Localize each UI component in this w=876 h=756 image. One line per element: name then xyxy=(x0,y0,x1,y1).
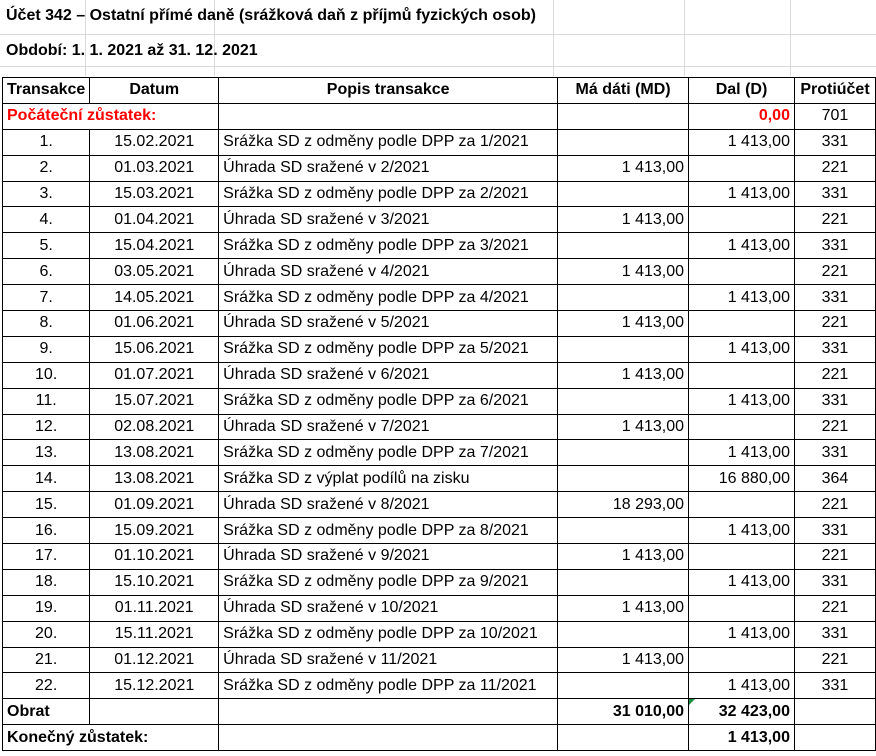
date-cell[interactable]: 15.04.2021 xyxy=(90,233,219,259)
contra-account-cell[interactable]: 221 xyxy=(794,311,875,337)
turnover-d[interactable]: 32 423,00 xyxy=(689,699,795,725)
contra-account-cell[interactable]: 221 xyxy=(794,259,875,285)
date-cell[interactable]: 13.08.2021 xyxy=(90,440,219,466)
gridline xyxy=(790,0,791,76)
description-cell[interactable]: Srážka SD z odměny podle DPP za 3/2021 xyxy=(219,233,558,259)
description-cell[interactable]: Srážka SD z odměny podle DPP za 8/2021 xyxy=(219,518,558,544)
credit-d-cell[interactable]: 1 413,00 xyxy=(689,336,795,362)
gridline xyxy=(684,0,685,76)
table-row xyxy=(3,233,876,259)
debit-md-cell[interactable] xyxy=(558,388,689,414)
turnover-row xyxy=(3,699,876,725)
transaction-number-cell[interactable]: 19. xyxy=(3,595,90,621)
date-cell[interactable]: 13.08.2021 xyxy=(90,466,219,492)
credit-d-cell[interactable] xyxy=(689,362,795,388)
date-cell[interactable]: 03.05.2021 xyxy=(90,259,219,285)
transaction-number-cell[interactable]: 22. xyxy=(3,673,90,699)
transaction-number-cell[interactable]: 14. xyxy=(3,466,90,492)
table-row xyxy=(3,569,876,595)
col-header-transakce[interactable]: Transakce xyxy=(3,78,90,104)
table-row xyxy=(3,647,876,673)
debit-md-cell[interactable]: 1 413,00 xyxy=(558,259,689,285)
empty-cell[interactable] xyxy=(219,103,558,129)
table-row xyxy=(3,595,876,621)
date-cell[interactable]: 15.11.2021 xyxy=(90,621,219,647)
debit-md-cell[interactable] xyxy=(558,181,689,207)
description-cell[interactable]: Srážka SD z odměny podle DPP za 2/2021 xyxy=(219,181,558,207)
opening-balance-row xyxy=(3,103,876,129)
credit-d-cell[interactable] xyxy=(689,595,795,621)
credit-d-cell[interactable]: 16 880,00 xyxy=(689,466,795,492)
header-row xyxy=(3,78,876,104)
contra-account-cell[interactable]: 221 xyxy=(794,414,875,440)
debit-md-cell[interactable] xyxy=(558,673,689,699)
credit-d-cell[interactable]: 1 413,00 xyxy=(689,129,795,155)
table-row xyxy=(3,129,876,155)
date-cell[interactable]: 01.12.2021 xyxy=(90,647,219,673)
date-cell[interactable]: 15.03.2021 xyxy=(90,181,219,207)
contra-account-cell[interactable]: 331 xyxy=(794,181,875,207)
description-cell[interactable]: Úhrada SD sražené v 5/2021 xyxy=(219,311,558,337)
date-cell[interactable]: 01.11.2021 xyxy=(90,595,219,621)
col-header-protiucet[interactable]: Protiúčet xyxy=(794,78,875,104)
contra-account-cell[interactable]: 331 xyxy=(794,621,875,647)
description-cell[interactable]: Srážka SD z odměny podle DPP za 10/2021 xyxy=(219,621,558,647)
debit-md-cell[interactable] xyxy=(558,285,689,311)
contra-account-cell[interactable]: 331 xyxy=(794,336,875,362)
transaction-number-cell[interactable]: 18. xyxy=(3,569,90,595)
contra-account-cell[interactable]: 331 xyxy=(794,569,875,595)
debit-md-cell[interactable] xyxy=(558,466,689,492)
credit-d-cell[interactable]: 1 413,00 xyxy=(689,569,795,595)
table-row xyxy=(3,285,876,311)
col-header-datum[interactable]: Datum xyxy=(90,78,219,104)
table-row xyxy=(3,207,876,233)
contra-account-cell[interactable]: 364 xyxy=(794,466,875,492)
contra-account-cell[interactable]: 331 xyxy=(794,388,875,414)
debit-md-cell[interactable]: 1 413,00 xyxy=(558,595,689,621)
table-row xyxy=(3,492,876,518)
credit-d-cell[interactable]: 1 413,00 xyxy=(689,673,795,699)
transaction-number-cell[interactable]: 8. xyxy=(3,311,90,337)
description-cell[interactable]: Úhrada SD sražené v 8/2021 xyxy=(219,492,558,518)
debit-md-cell[interactable]: 18 293,00 xyxy=(558,492,689,518)
transaction-number-cell[interactable]: 6. xyxy=(3,259,90,285)
transaction-number-cell[interactable]: 17. xyxy=(3,544,90,570)
contra-account-cell[interactable]: 221 xyxy=(794,207,875,233)
description-cell[interactable]: Srážka SD z odměny podle DPP za 9/2021 xyxy=(219,569,558,595)
table-row xyxy=(3,336,876,362)
debit-md-cell[interactable]: 1 413,00 xyxy=(558,647,689,673)
credit-d-cell[interactable] xyxy=(689,207,795,233)
description-cell[interactable]: Úhrada SD sražené v 11/2021 xyxy=(219,647,558,673)
table-row xyxy=(3,259,876,285)
debit-md-cell[interactable]: 1 413,00 xyxy=(558,544,689,570)
date-cell[interactable]: 01.04.2021 xyxy=(90,207,219,233)
description-cell[interactable]: Úhrada SD sražené v 9/2021 xyxy=(219,544,558,570)
credit-d-cell[interactable] xyxy=(689,647,795,673)
description-cell[interactable]: Úhrada SD sražené v 6/2021 xyxy=(219,362,558,388)
description-cell[interactable]: Srážka SD z odměny podle DPP za 7/2021 xyxy=(219,440,558,466)
date-cell[interactable]: 01.10.2021 xyxy=(90,544,219,570)
gridline xyxy=(0,66,876,67)
date-cell[interactable]: 15.02.2021 xyxy=(90,129,219,155)
credit-d-cell[interactable]: 1 413,00 xyxy=(689,518,795,544)
transaction-number-cell[interactable]: 4. xyxy=(3,207,90,233)
table-row xyxy=(3,155,876,181)
description-cell[interactable]: Srážka SD z odměny podle DPP za 5/2021 xyxy=(219,336,558,362)
sheet-title[interactable]: Účet 342 – Ostatní přímé daně (srážková daň z příjmů fyzických osob) xyxy=(6,7,536,24)
turnover-md[interactable]: 31 010,00 xyxy=(558,699,689,725)
closing-balance-d[interactable]: 1 413,00 xyxy=(689,725,795,751)
contra-account-cell[interactable]: 221 xyxy=(794,544,875,570)
debit-md-cell[interactable] xyxy=(558,621,689,647)
credit-d-cell[interactable] xyxy=(689,544,795,570)
col-header-popis[interactable]: Popis transakce xyxy=(219,78,558,104)
description-cell[interactable]: Úhrada SD sražené v 10/2021 xyxy=(219,595,558,621)
credit-d-cell[interactable]: 1 413,00 xyxy=(689,181,795,207)
gridline xyxy=(553,0,554,76)
transaction-number-cell[interactable]: 13. xyxy=(3,440,90,466)
description-cell[interactable]: Srážka SD z odměny podle DPP za 1/2021 xyxy=(219,129,558,155)
contra-account-cell[interactable]: 331 xyxy=(794,673,875,699)
contra-account-cell[interactable]: 221 xyxy=(794,595,875,621)
date-cell[interactable]: 15.07.2021 xyxy=(90,388,219,414)
transaction-number-cell[interactable]: 5. xyxy=(3,233,90,259)
debit-md-cell[interactable]: 1 413,00 xyxy=(558,311,689,337)
table-row xyxy=(3,440,876,466)
date-cell[interactable]: 01.07.2021 xyxy=(90,362,219,388)
transaction-number-cell[interactable]: 3. xyxy=(3,181,90,207)
empty-cell[interactable] xyxy=(794,725,875,751)
credit-d-cell[interactable]: 1 413,00 xyxy=(689,440,795,466)
date-cell[interactable]: 01.03.2021 xyxy=(90,155,219,181)
credit-d-cell[interactable] xyxy=(689,259,795,285)
empty-cell[interactable] xyxy=(219,699,558,725)
contra-account-cell[interactable]: 331 xyxy=(794,233,875,259)
contra-account-cell[interactable]: 331 xyxy=(794,518,875,544)
credit-d-cell[interactable] xyxy=(689,414,795,440)
credit-d-cell[interactable]: 1 413,00 xyxy=(689,621,795,647)
transaction-number-cell[interactable]: 21. xyxy=(3,647,90,673)
table-row xyxy=(3,362,876,388)
debit-md-cell[interactable] xyxy=(558,518,689,544)
ledger-table xyxy=(2,77,876,751)
debit-md-cell[interactable]: 1 413,00 xyxy=(558,155,689,181)
description-cell[interactable]: Srážka SD z výplat podílů na zisku xyxy=(219,466,558,492)
transaction-number-cell[interactable]: 2. xyxy=(3,155,90,181)
transaction-number-cell[interactable]: 20. xyxy=(3,621,90,647)
table-row xyxy=(3,518,876,544)
transaction-number-cell[interactable]: 10. xyxy=(3,362,90,388)
date-cell[interactable]: 15.12.2021 xyxy=(90,673,219,699)
empty-cell[interactable] xyxy=(558,725,689,751)
table-row xyxy=(3,311,876,337)
description-cell[interactable]: Srážka SD z odměny podle DPP za 4/2021 xyxy=(219,285,558,311)
transaction-number-cell[interactable]: 15. xyxy=(3,492,90,518)
debit-md-cell[interactable] xyxy=(558,440,689,466)
date-cell[interactable]: 15.06.2021 xyxy=(90,336,219,362)
description-cell[interactable]: Srážka SD z odměny podle DPP za 6/2021 xyxy=(219,388,558,414)
description-cell[interactable]: Srážka SD z odměny podle DPP za 11/2021 xyxy=(219,673,558,699)
credit-d-cell[interactable]: 1 413,00 xyxy=(689,233,795,259)
period-label[interactable]: Období: 1. 1. 2021 až 31. 12. 2021 xyxy=(6,42,258,59)
date-cell[interactable]: 01.09.2021 xyxy=(90,492,219,518)
closing-balance-row xyxy=(3,725,876,751)
contra-account-cell[interactable]: 221 xyxy=(794,647,875,673)
opening-balance-d[interactable]: 0,00 xyxy=(689,103,795,129)
credit-d-cell[interactable] xyxy=(689,492,795,518)
col-header-d[interactable]: Dal (D) xyxy=(689,78,795,104)
opening-balance-protiucet[interactable]: 701 xyxy=(794,103,875,129)
table-row xyxy=(3,621,876,647)
date-cell[interactable]: 14.05.2021 xyxy=(90,285,219,311)
transaction-number-cell[interactable]: 11. xyxy=(3,388,90,414)
date-cell[interactable]: 15.09.2021 xyxy=(90,518,219,544)
table-row xyxy=(3,388,876,414)
description-cell[interactable]: Úhrada SD sražené v 3/2021 xyxy=(219,207,558,233)
table-row xyxy=(3,544,876,570)
empty-cell[interactable] xyxy=(219,725,558,751)
credit-d-cell[interactable] xyxy=(689,155,795,181)
contra-account-cell[interactable]: 221 xyxy=(794,155,875,181)
debit-md-cell[interactable] xyxy=(558,129,689,155)
date-cell[interactable]: 01.06.2021 xyxy=(90,311,219,337)
date-cell[interactable]: 15.10.2021 xyxy=(90,569,219,595)
debit-md-cell[interactable]: 1 413,00 xyxy=(558,207,689,233)
description-cell[interactable]: Úhrada SD sražené v 7/2021 xyxy=(219,414,558,440)
credit-d-cell[interactable] xyxy=(689,311,795,337)
table-row xyxy=(3,466,876,492)
contra-account-cell[interactable]: 331 xyxy=(794,440,875,466)
empty-cell[interactable] xyxy=(558,103,689,129)
contra-account-cell[interactable]: 221 xyxy=(794,492,875,518)
contra-account-cell[interactable]: 331 xyxy=(794,285,875,311)
empty-cell[interactable] xyxy=(794,699,875,725)
contra-account-cell[interactable]: 221 xyxy=(794,362,875,388)
col-header-md[interactable]: Má dáti (MD) xyxy=(558,78,689,104)
table-row xyxy=(3,414,876,440)
credit-d-cell[interactable]: 1 413,00 xyxy=(689,388,795,414)
debit-md-cell[interactable]: 1 413,00 xyxy=(558,414,689,440)
debit-md-cell[interactable]: 1 413,00 xyxy=(558,362,689,388)
turnover-label[interactable]: Obrat xyxy=(3,699,90,725)
description-cell[interactable]: Úhrada SD sražené v 2/2021 xyxy=(219,155,558,181)
debit-md-cell[interactable] xyxy=(558,336,689,362)
description-cell[interactable]: Úhrada SD sražené v 4/2021 xyxy=(219,259,558,285)
contra-account-cell[interactable]: 331 xyxy=(794,129,875,155)
closing-balance-label[interactable]: Konečný zůstatek: xyxy=(3,725,219,751)
opening-balance-label[interactable]: Počáteční zůstatek: xyxy=(3,103,219,129)
table-row xyxy=(3,673,876,699)
date-cell[interactable]: 02.08.2021 xyxy=(90,414,219,440)
credit-d-cell[interactable]: 1 413,00 xyxy=(689,285,795,311)
transaction-number-cell[interactable]: 12. xyxy=(3,414,90,440)
empty-cell[interactable] xyxy=(90,699,219,725)
debit-md-cell[interactable] xyxy=(558,569,689,595)
gridline xyxy=(0,34,876,35)
transaction-number-cell[interactable]: 1. xyxy=(3,129,90,155)
debit-md-cell[interactable] xyxy=(558,233,689,259)
transaction-number-cell[interactable]: 9. xyxy=(3,336,90,362)
transaction-number-cell[interactable]: 16. xyxy=(3,518,90,544)
table-row xyxy=(3,181,876,207)
transaction-number-cell[interactable]: 7. xyxy=(3,285,90,311)
